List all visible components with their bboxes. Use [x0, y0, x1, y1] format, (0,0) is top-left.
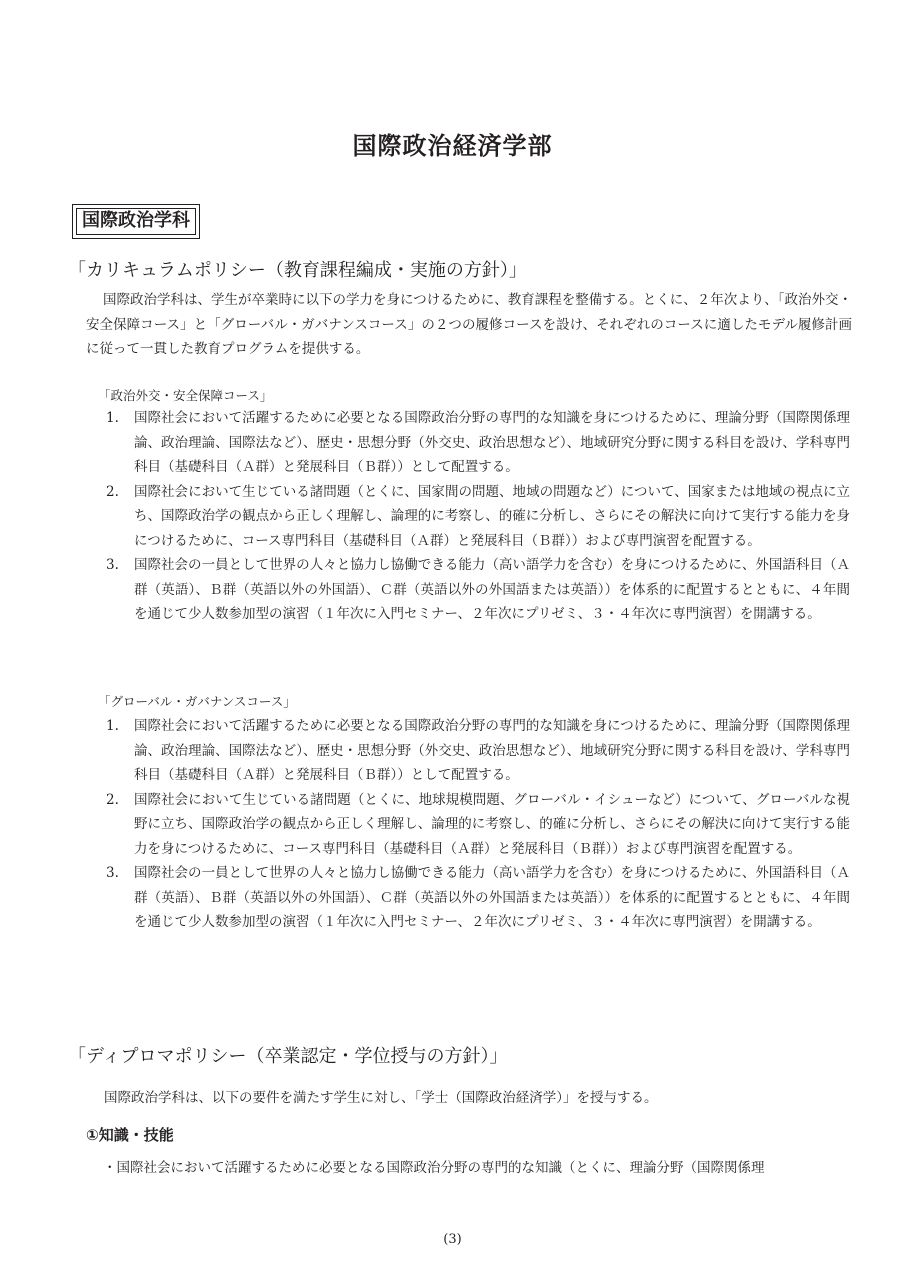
- knowledge-bullet: ・国際社会において活躍するために必要となる国際政治分野の専門的な知識（とくに、理論分野（国際関係理: [103, 1160, 765, 1176]
- curriculum-policy-intro: 国際政治学科は、学生が卒業時に以下の学力を身につけるために、教育課程を整備する。とくに、２年次より、「政治外交・安全保障コース」と「グローバル・ガバナンスコース」の２つの履修コースを設け、それぞれのコースに適したモデル履修計画に従って一貫した教育プログラムを提供する。: [86, 292, 852, 357]
- item-text: 国際社会において生じている諸問題（とくに、国家間の問題、地域の問題など）について、国家または地域の視点に立ち、国際政治学の観点から正しく理解し、論理的に考察し、的確に分析し、さらにその解決に向けて実行する能力を身につけるために、コース専門科目（基礎科目（Ａ群）と発展科目（Ｂ群））および専門演習を配置する。: [134, 483, 850, 549]
- item-text: 国際社会の一員として世界の人々と協力し協働できる能力（高い語学力を含む）を身につけるために、外国語科目（Ａ群（英語）、Ｂ群（英語以外の外国語）、Ｃ群（英語以外の外国語または英語））を体系的に配置するとともに、４年間を通じて少人数参加型の演習（１年次に入門セミナー、２年次にプリゼミ、３・４年次に専門演習）を開講する。: [134, 557, 850, 622]
- item-number: 1.: [106, 718, 119, 734]
- diploma-policy-intro: 国際政治学科は、以下の要件を満たす学生に対し、「学士（国際政治経済学）」を授与する。: [104, 1090, 658, 1106]
- department-title: 国際政治学科: [76, 208, 196, 235]
- item-number: 3.: [106, 557, 119, 573]
- course-b-item-3: [100, 861, 850, 935]
- course-a-item-1: [100, 406, 850, 480]
- item-text: 国際社会において活躍するために必要となる国際政治分野の専門的な知識を身につけるために、理論分野（国際関係理論、政治理論、国際法など）、歴史・思想分野（外交史、政治思想など）、地域研究分野に関する科目を設け、学科専門科目（基礎科目（Ａ群）と発展科目（Ｂ群））として配置する。: [134, 410, 850, 475]
- course-b-item-2: [100, 788, 850, 862]
- page-title: 国際政治経済学部: [352, 132, 553, 160]
- item-number: 2.: [106, 791, 119, 808]
- page-number: (3): [443, 1232, 462, 1247]
- course-b-label: 「グローバル・ガバナンスコース」: [98, 694, 296, 709]
- item-text: 国際社会の一員として世界の人々と協力し協働できる能力（高い語学力を含む）を身につけるために、外国語科目（Ａ群（英語）、Ｂ群（英語以外の外国語）、Ｃ群（英語以外の外国語または英語））を体系的に配置するとともに、４年間を通じて少人数参加型の演習（１年次に入門セミナー、２年次にプリゼミ、３・４年次に専門演習）を開講する。: [134, 865, 850, 930]
- item-number: 3.: [106, 865, 119, 881]
- course-a-list: [100, 406, 850, 627]
- course-a-label: 「政治外交・安全保障コース」: [98, 388, 273, 403]
- course-b-list: [100, 714, 850, 935]
- curriculum-policy-heading: 「カリキュラムポリシー（教育課程編成・実施の方針）」: [68, 260, 527, 281]
- knowledge-skills-heading: ①知識・技能: [86, 1126, 174, 1144]
- item-number: 1.: [106, 410, 119, 426]
- item-number: 2.: [106, 483, 119, 500]
- department-box: [72, 204, 200, 239]
- course-a-item-3: [100, 553, 850, 627]
- item-text: 国際社会において生じている諸問題（とくに、地球規模問題、グローバル・イシューなど）について、グローバルな視野に立ち、国際政治学の観点から正しく理解し、論理的に考察し、的確に分析し、さらにその解決に向けて実行する能力を身につけるために、コース専門科目（基礎科目（Ａ群）と発展科目（Ｂ群））および専門演習を配置する。: [134, 791, 850, 857]
- item-text: 国際社会において活躍するために必要となる国際政治分野の専門的な知識を身につけるために、理論分野（国際関係理論、政治理論、国際法など）、歴史・思想分野（外交史、政治思想など）、地域研究分野に関する科目を設け、学科専門科目（基礎科目（Ａ群）と発展科目（Ｂ群））として配置する。: [134, 718, 850, 783]
- course-b-item-1: [100, 714, 850, 788]
- diploma-policy-heading: 「ディプロマポリシー（卒業認定・学位授与の方針）」: [68, 1046, 508, 1067]
- course-a-item-2: [100, 480, 850, 554]
